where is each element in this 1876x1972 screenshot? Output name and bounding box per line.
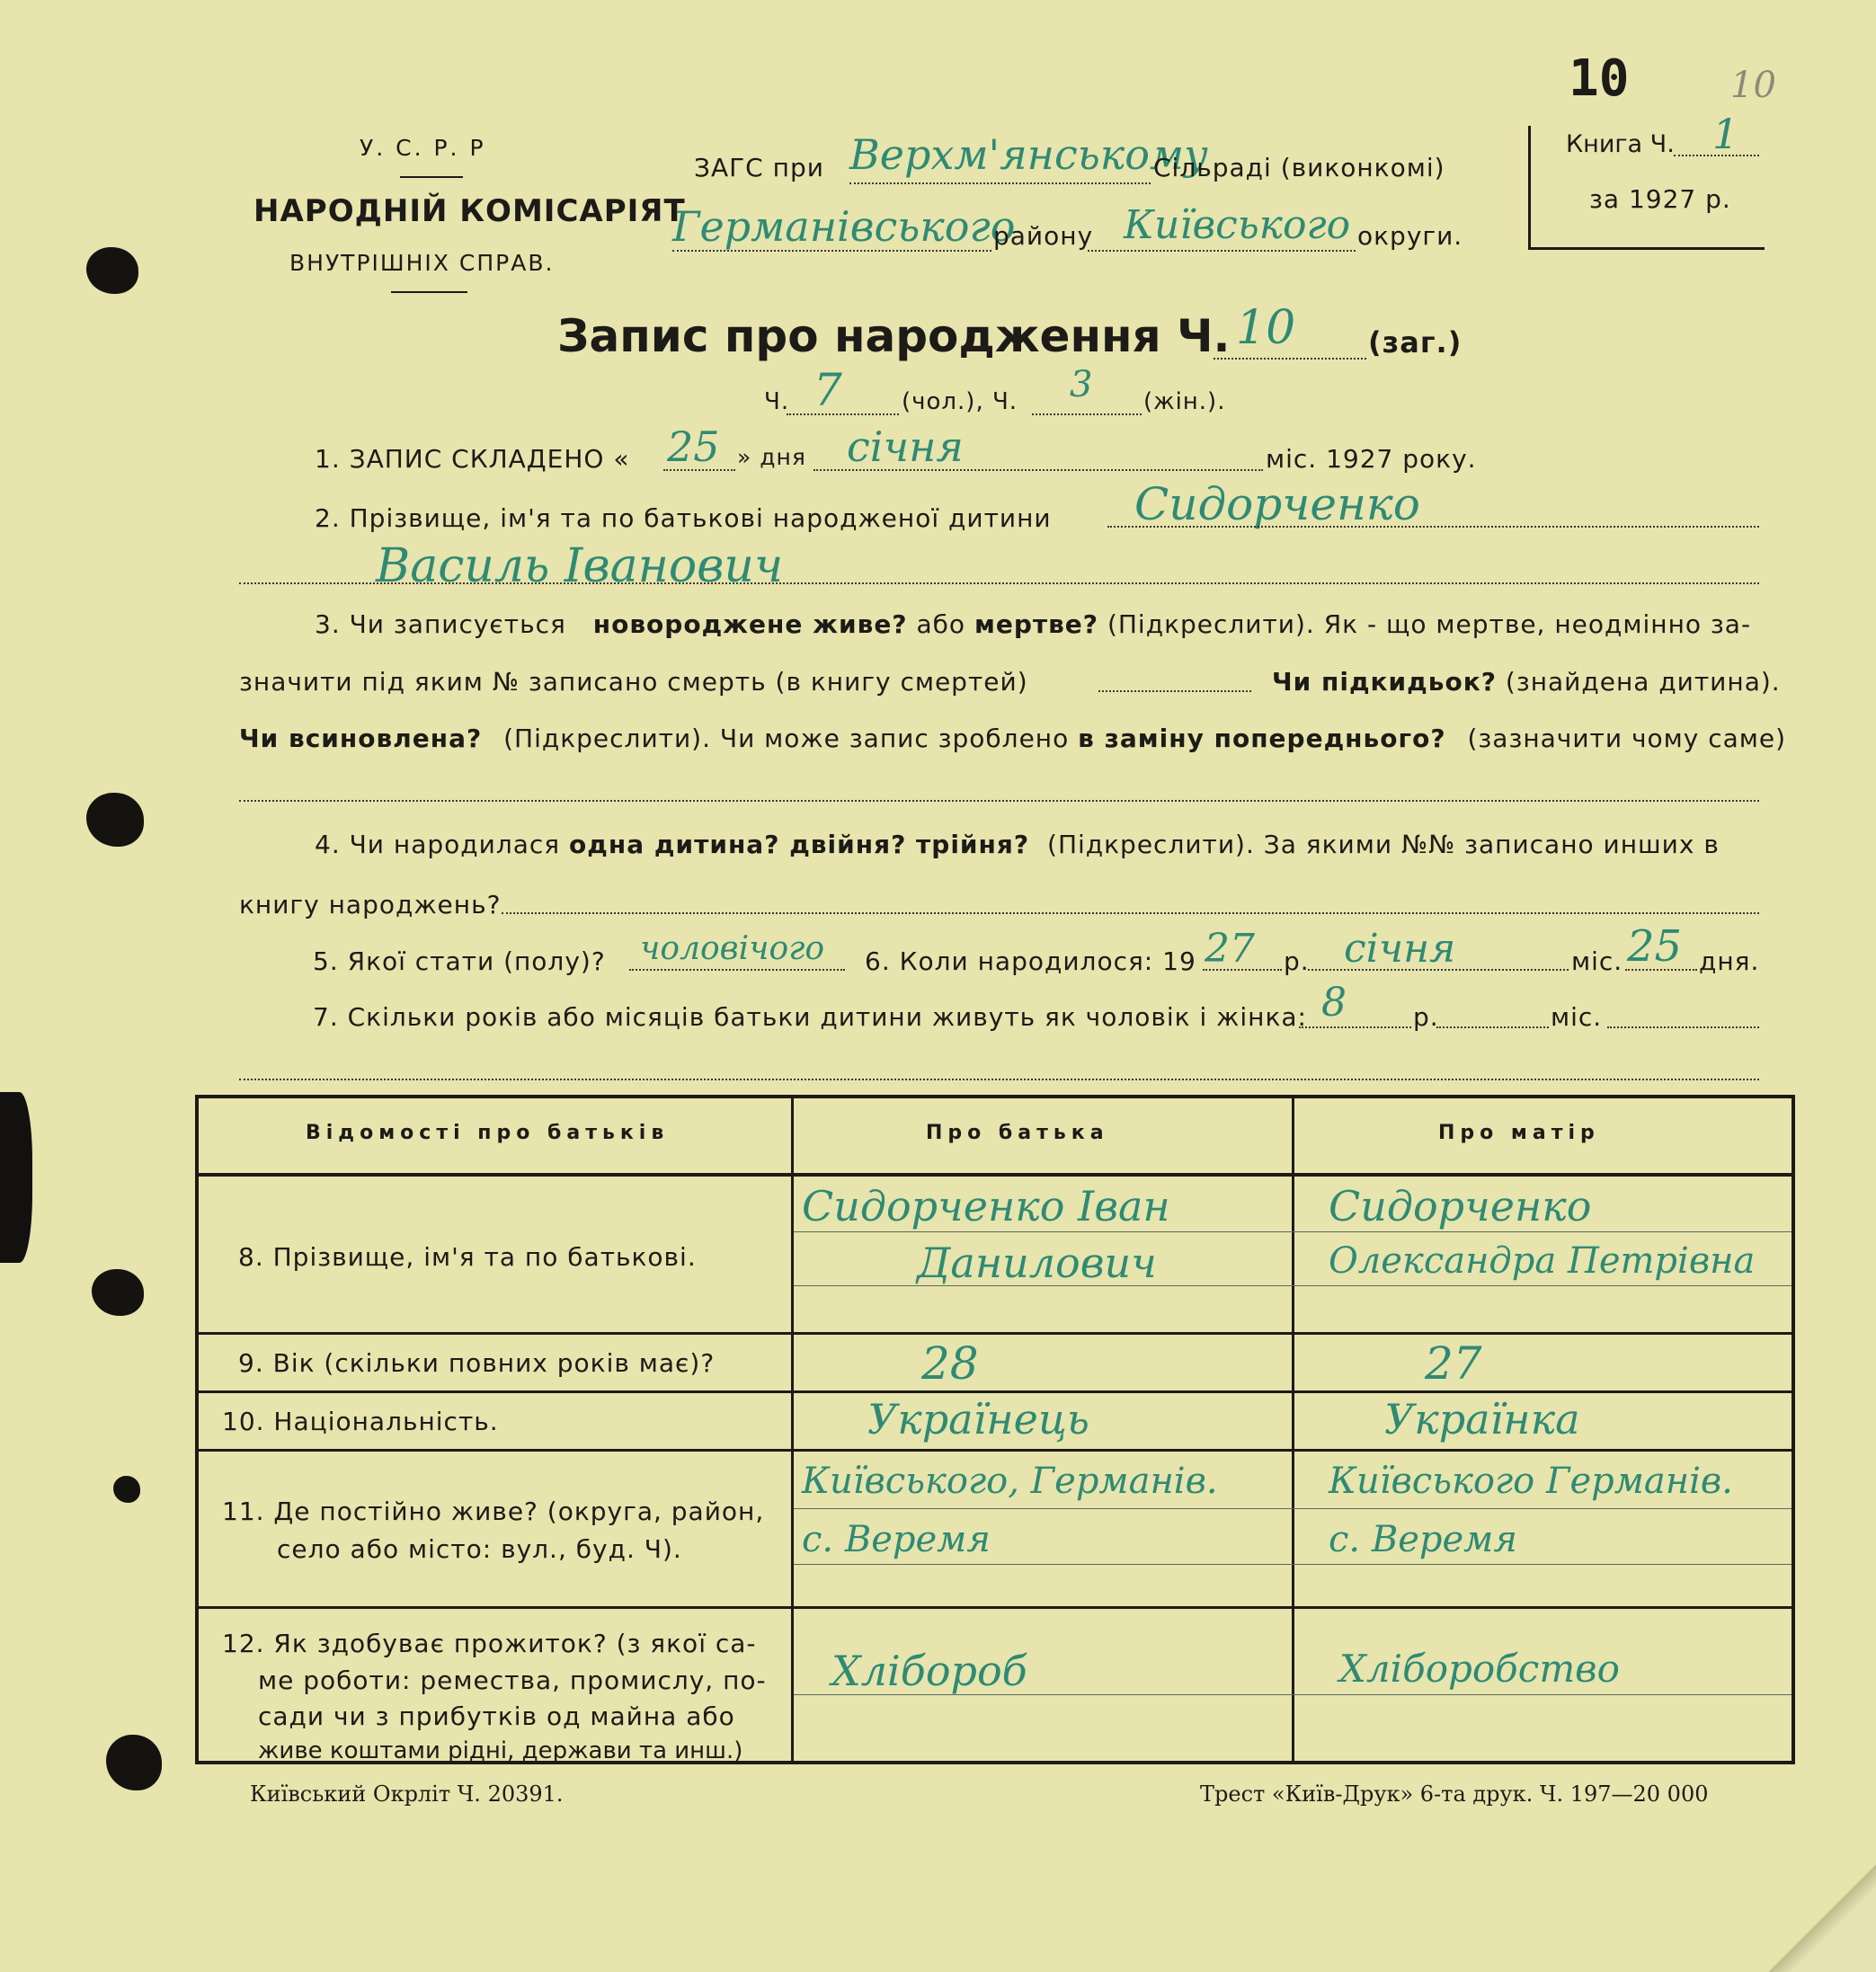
page-number-faint: 10	[1730, 65, 1776, 106]
q1-prefix: 1. ЗАПИС СКЛАДЕНО «	[315, 444, 630, 474]
q6-day-line	[1625, 969, 1697, 971]
male-count-line	[787, 413, 899, 415]
q3-l1-e: (Підкреслити). Як - що мертве, неодмінно за-	[1107, 609, 1752, 639]
child-sex-value: чоловічого	[640, 930, 825, 967]
book-number-value: 1	[1712, 110, 1739, 158]
q4-line1	[315, 830, 1720, 859]
q3-foundling-note: (знайдена дитина).	[1505, 667, 1781, 697]
row8-label: 8. Прізвище, ім'я та по батькові.	[238, 1242, 697, 1272]
q1-day-line	[663, 469, 735, 471]
q7-months-line	[1436, 1026, 1549, 1028]
row8-line-1	[794, 1231, 1792, 1232]
q7-months-line-end	[1607, 1026, 1759, 1028]
zags-district-label: району	[993, 221, 1094, 251]
father-residence-value-2: с. Веремя	[802, 1519, 991, 1560]
q6-month-suffix: міс.	[1571, 946, 1623, 976]
q7-months-suffix: міс.	[1551, 1002, 1603, 1032]
header-commissariat: НАРОДНІЙ КОМІСАРІЯТ	[253, 193, 686, 229]
q7-extra-line	[239, 1079, 1759, 1080]
q2-name-line	[239, 582, 1759, 584]
q3-reason-line	[239, 800, 1759, 802]
birth-month-value: січня	[1344, 926, 1456, 972]
q3-foundling-label: Чи підкидьок?	[1272, 667, 1497, 697]
torn-edge	[0, 1092, 32, 1263]
row11-label-2: село або місто: вул., буд. Ч).	[277, 1534, 682, 1564]
q3-line2-b	[1272, 667, 1781, 697]
q4-l1-a: 4. Чи народилася	[315, 830, 561, 859]
q7-years-line	[1299, 1026, 1411, 1028]
row12-label-2: ме роботи: ремества, промислу, по-	[258, 1666, 767, 1695]
female-count-value: 3	[1070, 364, 1093, 405]
zags-district-line	[672, 250, 991, 252]
q3-l3-b: (Підкреслити). Чи може запис зроблено	[503, 724, 1070, 753]
q3-adopted-label: Чи всиновлена?	[239, 724, 483, 753]
table-header-father: Про батька	[926, 1122, 1109, 1144]
book-label: Книга Ч.	[1566, 130, 1675, 158]
mother-residence-value-1: Київського Германів.	[1329, 1461, 1733, 1502]
birth-year-value: 27	[1205, 926, 1255, 972]
zags-okruha-label: округи.	[1357, 221, 1463, 251]
q1-month-line	[814, 469, 1263, 471]
father-name-value-2: Данилович	[917, 1239, 1157, 1287]
table-row-divider-3	[195, 1449, 1795, 1452]
q5-label: 5. Якої стати (полу)?	[313, 946, 606, 976]
q6-month-line	[1308, 969, 1569, 971]
q6-label: 6. Коли народилося: 19	[865, 946, 1196, 976]
header-republic: У. С. Р. Р	[360, 135, 486, 161]
punch-hole	[86, 247, 138, 294]
header-rule-top	[400, 176, 463, 178]
female-count-suffix: (жін.).	[1143, 388, 1226, 415]
zags-okruha-value: Київського	[1124, 202, 1351, 248]
q7-years-suffix: р.	[1413, 1002, 1439, 1032]
row9-label: 9. Вік (скільки повних років має)?	[238, 1348, 716, 1378]
male-count-suffix: (чол.), Ч.	[902, 388, 1018, 415]
table-header-info: Відомості про батьків	[306, 1122, 670, 1144]
row11-label-1: 11. Де постійно живе? (округа, район,	[222, 1497, 765, 1526]
row12-label-1: 12. Як здобуває прожиток? (з якої са-	[222, 1629, 757, 1658]
mother-name-value-1: Сидорченко	[1329, 1182, 1592, 1230]
book-number-line	[1674, 155, 1759, 156]
record-title-suffix: (заг.)	[1368, 325, 1463, 360]
q3-l3-c: в заміну попереднього?	[1078, 724, 1446, 753]
q5-sex-line	[629, 969, 845, 971]
q4-l1-c: (Підкреслити). За якими №№ записано инших в	[1047, 830, 1720, 859]
footer-right: Трест «Київ-Друк» 6-та друк. Ч. 197—20 000	[1200, 1781, 1709, 1807]
mother-residence-value-2: с. Веремя	[1329, 1519, 1517, 1560]
zags-prefix: ЗАГС при	[694, 153, 824, 182]
q4-line	[502, 912, 1759, 914]
q1-suffix: міс. 1927 року.	[1266, 444, 1477, 474]
father-age-value: 28	[921, 1337, 979, 1390]
q3-line1	[315, 609, 1751, 639]
mother-name-value-2: Олександра Петрівна	[1329, 1240, 1756, 1282]
q3-death-line	[1098, 690, 1251, 692]
zags-district-value: Германівського	[672, 202, 1016, 251]
punch-hole	[92, 1269, 144, 1316]
mother-occupation-value: Хліборобство	[1339, 1647, 1620, 1691]
header-department: ВНУТРІШНІХ СПРАВ.	[289, 250, 555, 276]
q1-day-value: 25	[667, 422, 720, 471]
q4-line2: книгу народжень?	[239, 890, 502, 919]
q3-l3-d: (зазначити чому саме)	[1467, 724, 1787, 753]
zags-council-value: Верхм'янському	[849, 130, 1208, 179]
q2-label: 2. Прізвище, ім'я та по батькові народженої дитини	[315, 503, 1052, 533]
marriage-years-value: 8	[1321, 980, 1347, 1026]
record-title: Запис про народження Ч.	[557, 310, 1231, 362]
q7-label: 7. Скільки років або місяців батьки дитини живуть як чоловік і жінка:	[313, 1002, 1307, 1032]
record-number-value: 10	[1236, 301, 1296, 355]
header-rule-bottom	[391, 291, 467, 293]
father-residence-value-1: Київського, Германів.	[802, 1461, 1218, 1502]
punch-hole	[86, 793, 144, 847]
zags-okruha-line	[1088, 250, 1356, 252]
q4-l1-b: одна дитина? двійня? трійня?	[569, 830, 1030, 859]
mother-age-value: 27	[1425, 1337, 1482, 1390]
table-row-divider-2	[195, 1390, 1795, 1393]
zags-council-label: Сільраді (виконкомі)	[1153, 153, 1445, 182]
row12-label-4: живе коштами рідні, держави та инш.)	[258, 1737, 743, 1764]
q3-l1-d: мертве?	[974, 609, 1099, 639]
child-name-value: Василь Іванович	[376, 539, 784, 593]
female-count-line	[1032, 413, 1142, 415]
child-surname-value: Сидорченко	[1134, 478, 1420, 530]
book-year-label: за 1927 р.	[1589, 184, 1731, 214]
q6-year-line	[1203, 969, 1282, 971]
table-header-mother: Про матір	[1438, 1122, 1600, 1144]
table-col-divider-1	[791, 1095, 794, 1764]
q3-l1-c: або	[916, 609, 966, 639]
table-row-divider-1	[195, 1332, 1795, 1335]
q1-month-value: січня	[847, 422, 964, 471]
father-name-value-1: Сидорченко Іван	[802, 1182, 1170, 1230]
table-header-divider	[195, 1173, 1795, 1177]
table-row-divider-4	[195, 1606, 1795, 1609]
punch-hole	[113, 1476, 140, 1503]
row11-line-2	[794, 1564, 1792, 1565]
q2-surname-line	[1107, 526, 1759, 528]
record-number-line	[1214, 358, 1366, 360]
male-count-value: 7	[814, 364, 842, 416]
q3-line2-a: значити під яким № записано смерть (в книгу смертей)	[239, 667, 1028, 697]
footer-left: Київський Окрліт Ч. 20391.	[250, 1781, 564, 1807]
q3-line3	[239, 724, 1786, 753]
row11-line-1	[794, 1508, 1792, 1509]
q1-mid: » дня	[737, 444, 806, 470]
male-count-label: Ч.	[764, 388, 790, 415]
mother-nationality-value: Українка	[1384, 1395, 1580, 1443]
father-occupation-value: Хлібороб	[831, 1647, 1027, 1695]
q3-l1-a: 3. Чи записується	[315, 609, 566, 639]
punch-hole	[106, 1735, 162, 1790]
q6-day-suffix: дня.	[1699, 946, 1760, 976]
page-number: 10	[1569, 49, 1630, 108]
father-nationality-value: Українець	[867, 1395, 1089, 1443]
table-col-divider-2	[1292, 1095, 1294, 1764]
birth-day-value: 25	[1627, 921, 1683, 972]
row12-label-3: сади чи з прибутків од майна або	[258, 1701, 735, 1731]
q6-year-suffix: р.	[1284, 946, 1310, 976]
row10-label: 10. Національність.	[222, 1407, 499, 1436]
q3-l1-b: новороджене живе?	[592, 609, 908, 639]
zags-council-line	[849, 182, 1151, 184]
page-corner-curl	[1762, 1852, 1876, 1972]
